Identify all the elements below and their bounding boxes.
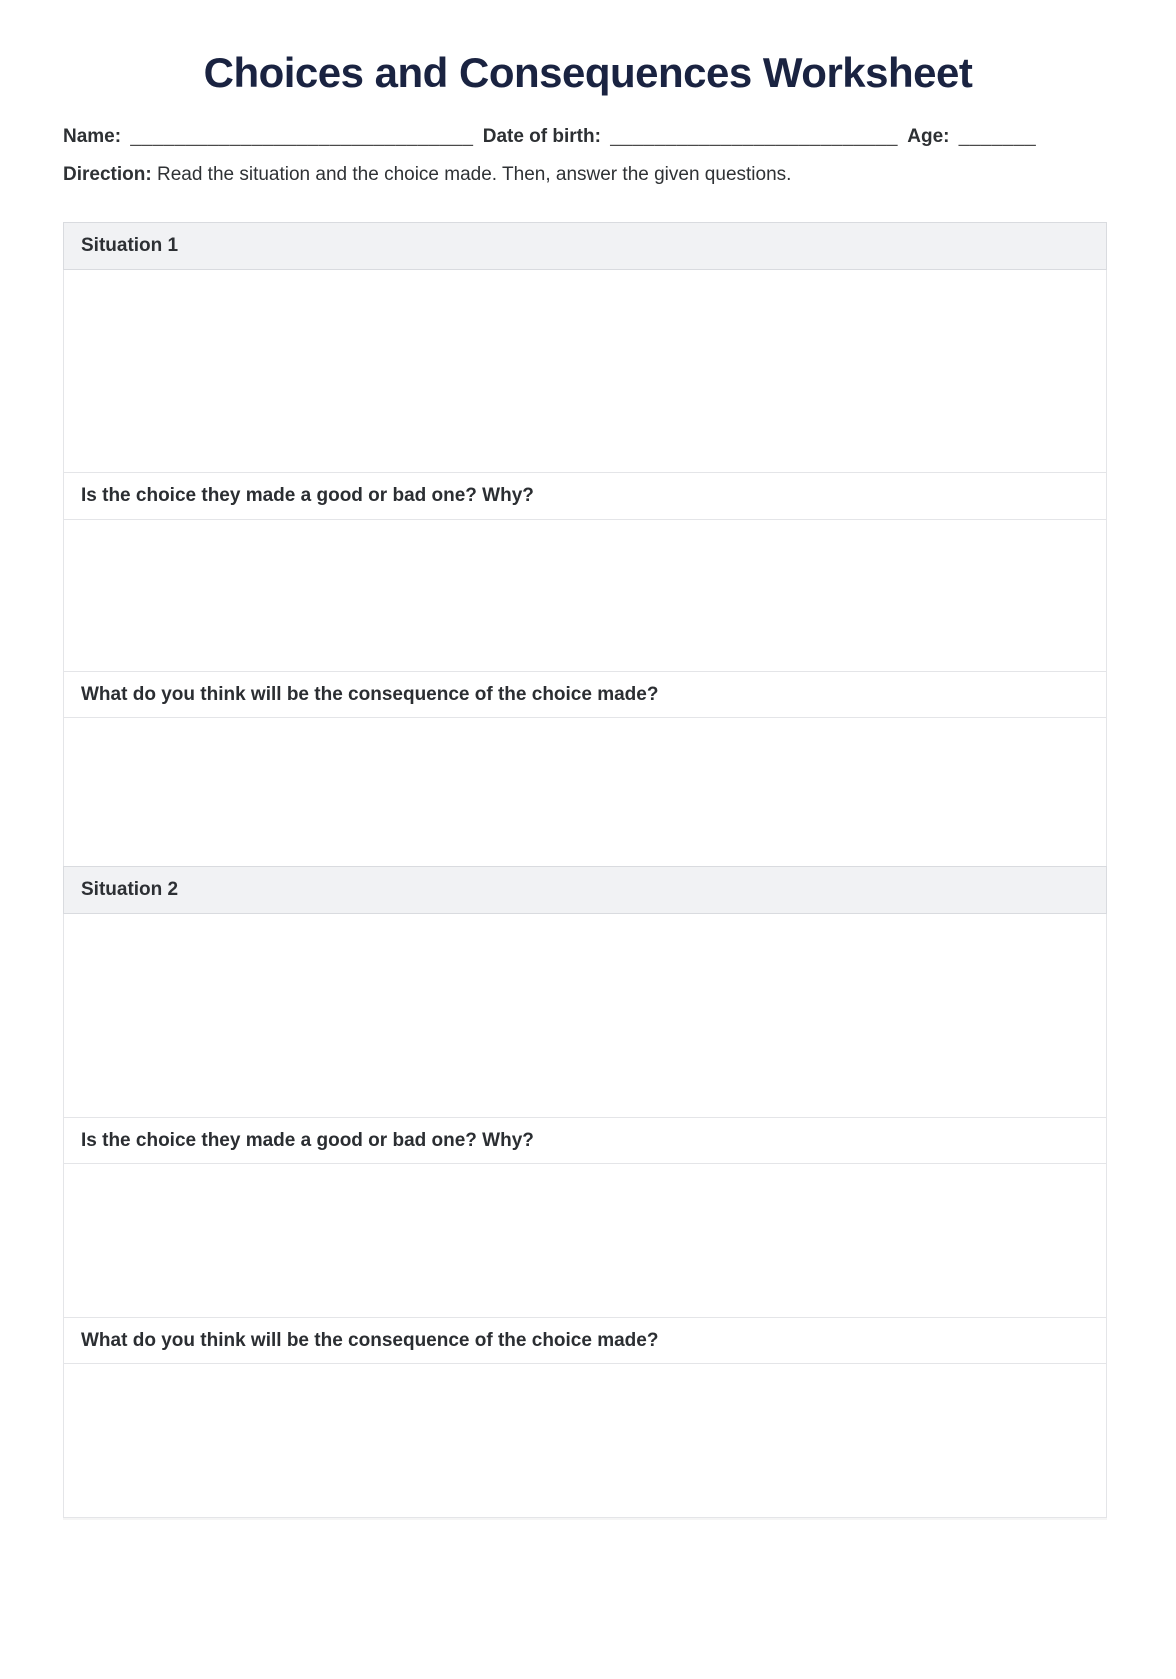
situation-1-header bbox=[63, 222, 1107, 270]
age-label: Age: bbox=[907, 126, 950, 148]
direction-line bbox=[63, 164, 1113, 186]
dob-label: Date of birth: bbox=[482, 126, 601, 148]
situation-2-question-1 bbox=[63, 1117, 1107, 1164]
age-blank-field[interactable]: _______ bbox=[958, 126, 1037, 148]
situation-1-answer-box-2[interactable] bbox=[63, 717, 1107, 867]
dob-blank-field[interactable]: __________________________ bbox=[610, 126, 898, 148]
name-label: Name: bbox=[63, 126, 122, 148]
direction-text: Read the situation and the choice made. Then, answer the given questions. bbox=[156, 164, 792, 186]
situation-1-question-2-label: What do you think will be the consequence of the choice made? bbox=[81, 683, 659, 705]
situation-1-question-1 bbox=[63, 472, 1107, 520]
worksheet-table bbox=[63, 222, 1107, 1518]
name-blank-field[interactable]: _______________________________ bbox=[130, 126, 474, 148]
situation-1-question-1-label: Is the choice they made a good or bad one? Why? bbox=[81, 485, 534, 507]
header-fields-row bbox=[63, 126, 1113, 148]
situation-2-scenario-box[interactable] bbox=[63, 913, 1107, 1118]
situation-1-scenario-box[interactable] bbox=[63, 269, 1107, 473]
situation-2-question-2 bbox=[63, 1317, 1107, 1364]
situation-2-answer-box-2[interactable] bbox=[63, 1363, 1107, 1518]
situation-1-header-label: Situation 1 bbox=[81, 235, 179, 257]
direction-label: Direction: bbox=[63, 164, 152, 186]
page-title: Choices and Consequences Worksheet bbox=[203, 49, 973, 96]
situation-2-question-1-label: Is the choice they made a good or bad one? Why? bbox=[81, 1129, 534, 1151]
situation-2-question-2-label: What do you think will be the consequence of the choice made? bbox=[81, 1329, 659, 1351]
situation-1-question-2 bbox=[63, 671, 1107, 718]
situation-2-answer-box-1[interactable] bbox=[63, 1163, 1107, 1318]
situation-2-header bbox=[63, 866, 1107, 914]
situation-2-header-label: Situation 2 bbox=[81, 879, 179, 901]
situation-1-answer-box-1[interactable] bbox=[63, 519, 1107, 672]
worksheet-page bbox=[0, 49, 1176, 1518]
